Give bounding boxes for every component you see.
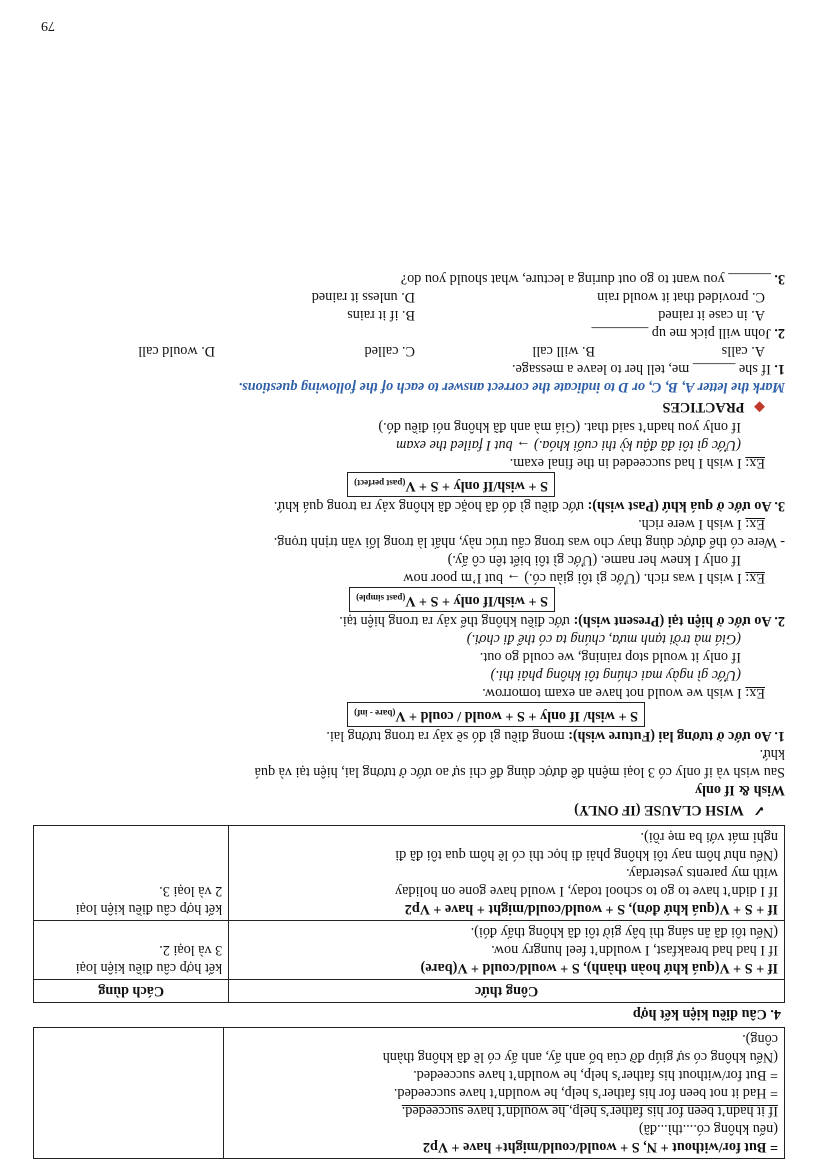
usage-cell bbox=[34, 826, 229, 921]
but-for-usage-cell bbox=[34, 1028, 224, 1159]
table-row bbox=[34, 921, 785, 980]
example-line: with my parents yesterday. bbox=[626, 865, 778, 881]
example-line: Ex: I wish I had succeeded in the final exam. bbox=[509, 455, 765, 471]
example-text: I wish I was rich. (Ước gì tôi giàu có.) → but I’m poor now bbox=[403, 570, 742, 586]
future-wish-formula-row bbox=[33, 702, 785, 727]
example-line: Ex: I wish I were rich. bbox=[638, 516, 765, 532]
practices-title bbox=[33, 398, 765, 416]
section-4-title: 4. Câu điều kiện kết hợp bbox=[632, 1006, 781, 1022]
example-translation: (Giá mà trời tạnh mưa, chúng ta có thể đi chơi.) bbox=[466, 631, 741, 647]
question-1-options bbox=[33, 342, 785, 360]
future-wish-heading-bold: 1. Ao ước ở tương lai (Future wish): bbox=[568, 728, 785, 744]
practices-title-text: PRACTICES bbox=[662, 399, 745, 415]
present-wish-formula-row bbox=[33, 587, 785, 612]
past-wish-heading-rest: ước điều gì đó đã hoặc đã không xảy ra trong quá khứ. bbox=[273, 498, 588, 514]
question-1 bbox=[33, 360, 785, 378]
col-usage-header: Cách dùng bbox=[34, 980, 229, 1003]
question-2 bbox=[33, 324, 785, 342]
question-text: John will pick me up ________ bbox=[591, 325, 771, 341]
example-line: If only I knew her name. (Ước gì tôi biết tên cô ấy.) bbox=[447, 552, 741, 568]
diamond-bullet-icon: ◆ bbox=[754, 399, 765, 415]
but-for-line: (Nếu không có sự giúp đỡ của bố anh ấy, anh ấy có lẽ đã không thành bbox=[382, 1049, 778, 1065]
present-wish-heading bbox=[33, 612, 785, 630]
example-line: If I had had breakfast, I wouldn’t feel hungry now. bbox=[491, 942, 778, 958]
page-content bbox=[33, 270, 785, 1159]
usage-text: 2 và loại 3. bbox=[159, 883, 223, 899]
formula-subscript: (past perfect) bbox=[354, 478, 406, 488]
option-c: C. called bbox=[364, 343, 415, 359]
example-line: If I didn’t have to go to school today, I would have gone on holiday bbox=[395, 883, 778, 899]
option-d: D. unless it rained bbox=[311, 289, 415, 305]
example-line: Ex: I wish I was rich. (Ước gì tôi giàu có.) → but I’m poor now bbox=[403, 570, 765, 586]
example-translation: (Ước gì ngày mai chúng tôi không phải thi.) bbox=[490, 667, 741, 683]
option-b: B. if it rains bbox=[347, 307, 415, 323]
practices-instruction: Mark the letter A, B, C, or D to indicate the correct answer to each of the following questions. bbox=[238, 379, 785, 395]
option-b: B. will call bbox=[532, 343, 595, 359]
past-wish-heading bbox=[33, 497, 785, 515]
future-wish-heading bbox=[33, 727, 785, 745]
question-text: ______ you want to go out during a lecture, what should you do? bbox=[400, 271, 771, 287]
example-line: (Nếu như hôm nay tôi không phải đi học thì có lẽ hôm qua tôi đã đi bbox=[395, 847, 778, 863]
checkmark-icon: ✓ bbox=[753, 802, 765, 818]
but-for-cell bbox=[223, 1028, 784, 1159]
past-wish-heading-bold: 3. Ao ước ở quá khứ (Past wish): bbox=[587, 498, 785, 514]
option-a: A. in case it rained bbox=[658, 307, 765, 323]
present-wish-heading-rest: ước điều không thể xảy ra trong hiện tại. bbox=[339, 613, 574, 629]
formula-text: S + wish/If only + S + V bbox=[405, 593, 548, 609]
example-text: I wish I were rich. bbox=[638, 516, 742, 532]
col-formula-header: Công thức bbox=[229, 980, 785, 1003]
option-c: C. provided that it would rain bbox=[597, 289, 765, 305]
future-wish-formula bbox=[347, 702, 645, 727]
question-number: 1. bbox=[774, 361, 785, 377]
option-a: A. calls bbox=[721, 343, 765, 359]
formula-text: S + wish/If only + S + V bbox=[405, 478, 548, 494]
but-for-line: = Had it not been for his father’s help, he wouldn’t have succeeded. bbox=[393, 1085, 778, 1101]
formula-text: If + S + V(quá khứ đơn), S + would/could/might + have + Vp2 bbox=[404, 901, 778, 917]
formula-text: If + S + V(quá khứ hoàn thành), S + would/could + V(bare) bbox=[420, 960, 778, 976]
example-line: Ex: I wish we would not have an exam tomorrow. bbox=[482, 685, 765, 701]
example-line: If only you hadn’t said that. (Giá mà anh đã không nói điều đó.) bbox=[378, 419, 741, 435]
present-wish-heading-bold: 2. Ao ước ở hiện tại (Present wish): bbox=[573, 613, 785, 629]
question-2-options bbox=[33, 306, 785, 324]
formula-cell bbox=[229, 826, 785, 921]
but-for-line: = But for/without his father’s help, he wouldn’t have succeeded. bbox=[413, 1067, 778, 1083]
example-text: I wish we would not have an exam tomorrow. bbox=[482, 685, 742, 701]
future-wish-heading-rest: mong điều gì đó sẽ xảy ra trong tương lai. bbox=[326, 728, 569, 744]
wish-section-title bbox=[33, 801, 765, 819]
example-line: If only it would stop raining, we could go out. bbox=[479, 649, 741, 665]
but-for-formula: = But for/without + N, S + would/could/might+ have + Vp2 bbox=[422, 1139, 778, 1155]
wish-intro: khứ. bbox=[759, 746, 785, 762]
page-number: 79 bbox=[41, 18, 55, 33]
wish-title-text: WISH CLAUSE (IF ONLY) bbox=[574, 802, 744, 818]
question-number: 3. bbox=[774, 271, 785, 287]
formula-subscript: (bare - inf) bbox=[354, 708, 396, 718]
usage-text: 3 và loại 2. bbox=[159, 942, 223, 958]
question-3 bbox=[33, 270, 785, 288]
question-2-options bbox=[33, 288, 785, 306]
example-line: (Nếu tôi đã ăn sáng thì bây giờ tôi đã không thấy đói). bbox=[470, 924, 778, 940]
mixed-conditionals-table bbox=[33, 825, 785, 1003]
usage-text: kết hợp câu điều kiện loại bbox=[75, 960, 223, 976]
formula-cell bbox=[229, 921, 785, 980]
wish-intro: Sau wish và if only có 3 loại mệnh đề được dùng để chỉ sự ao ước ở tương lai, hiện tại và quá bbox=[254, 764, 785, 780]
wish-subtitle: Wish & If only bbox=[694, 782, 785, 798]
question-text: If she ______ me, tell her to leave a message. bbox=[511, 361, 771, 377]
formula-text: S + wish/ If only + S + would / could + V bbox=[395, 708, 638, 724]
formula-subscript: (past simple) bbox=[356, 593, 406, 603]
present-wish-formula bbox=[349, 587, 555, 612]
past-wish-formula bbox=[347, 472, 555, 497]
option-d: D. would call bbox=[138, 343, 215, 359]
example-text: I wish I had succeeded in the final exam. bbox=[509, 455, 742, 471]
but-for-line: If it hadn’t been for his father’s help, he wouldn’t have succeeded. bbox=[401, 1103, 778, 1119]
example-line: nghỉ mát với ba mẹ rồi). bbox=[640, 829, 778, 845]
example-translation: (Ước gì tôi đã đậu kỳ thi cuối khóa.) → but I failed the exam bbox=[396, 437, 741, 453]
but-for-table bbox=[33, 1027, 785, 1159]
but-for-line: (nếu không có....thì...đã) bbox=[638, 1121, 778, 1137]
past-wish-formula-row bbox=[33, 472, 785, 497]
present-wish-note: - Were có thể được dùng thay cho was trong cấu trúc này, nhất là trong lối văn trịnh trọng. bbox=[273, 534, 785, 550]
table-row bbox=[34, 826, 785, 921]
but-for-line: công). bbox=[742, 1031, 778, 1047]
usage-cell bbox=[34, 921, 229, 980]
question-number: 2. bbox=[774, 325, 785, 341]
note-text: Were có thể được dùng thay cho was trong cấu trúc này, nhất là trong lối văn trịnh trọng. bbox=[273, 534, 777, 550]
usage-text: kết hợp câu điều kiện loại bbox=[75, 901, 223, 917]
